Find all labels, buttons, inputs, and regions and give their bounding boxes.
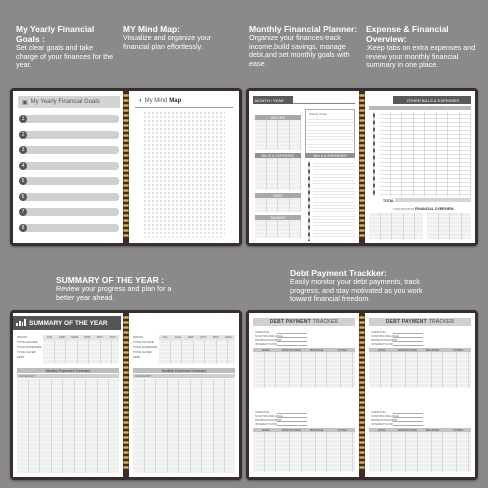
category-label-right: CATEGORY [135, 374, 152, 378]
debt-field-line[interactable] [277, 421, 307, 422]
month-header: FEB [59, 335, 65, 339]
dot-grid [143, 111, 225, 237]
month-header: MAY [96, 335, 104, 339]
saving-goals-label: Saving Goals [309, 112, 327, 116]
debt-field-label: CREDITOR [255, 330, 270, 334]
brain-icon: ◐ [139, 98, 143, 104]
debt-field-label: MINIMUM PAYMENT [371, 418, 398, 422]
debt-field-label: STARTING BALANCE [255, 334, 283, 338]
savings-small-label: SAVINGS [270, 215, 286, 220]
month-header: JUL [162, 335, 168, 339]
expense-bullets [373, 112, 375, 196]
savings-table [255, 220, 301, 238]
month-header: MAR [71, 335, 79, 339]
debt-field-line[interactable] [393, 421, 423, 422]
debt-field-line[interactable] [393, 337, 423, 338]
debt-column-label: AMOUNT PAID [397, 348, 417, 352]
summary-left-page [13, 313, 123, 477]
month-year-header [253, 96, 293, 104]
caption-mindmap-body: Visualize and organize your financial plan effortlessly. [123, 33, 212, 51]
summary-row-label: MONTH [133, 335, 144, 339]
debt-field-line[interactable] [393, 417, 423, 418]
debt-column-label: DATE [378, 428, 386, 432]
debt-column-label: NOTES [453, 428, 464, 432]
goal-number: 1 [19, 115, 27, 123]
debt-field-label: INTEREST RATE [371, 342, 393, 346]
caption-debt-body: Easily monitor your debt payments, track progress, and stay motivated as you work toward financial freedom. [290, 277, 423, 304]
debt-column-label: DATE [262, 428, 270, 432]
goal-number: 3 [19, 146, 27, 154]
category-label-left: CATEGORY [19, 374, 36, 378]
goal-input-row[interactable] [21, 177, 119, 185]
debt-field-line[interactable] [393, 345, 423, 346]
debt-column-label: BALANCE [426, 348, 440, 352]
overview-table-right [427, 213, 471, 239]
debt-column-label: AMOUNT PAID [281, 348, 301, 352]
caption-summary-body: Review your progress and plan for a better year ahead. [56, 284, 172, 302]
debt-field-line[interactable] [277, 417, 307, 418]
bills-expenses-bar-right [305, 153, 355, 158]
debt-field-label: STARTING BALANCE [255, 414, 283, 418]
goals-title-bar [18, 96, 120, 108]
debt-field-label: STARTING BALANCE [371, 414, 399, 418]
expenses-summary-bar-right [133, 368, 235, 373]
debt-right-page [365, 313, 475, 477]
caption-expense [366, 24, 478, 70]
category-table-left [17, 379, 119, 473]
goal-input-row[interactable] [21, 115, 119, 123]
mindmap-title [139, 98, 181, 104]
month-header: SEP [187, 335, 194, 339]
debt-label: DEBT [273, 193, 283, 198]
debt-field-label: MINIMUM PAYMENT [371, 338, 398, 342]
debt-title-a: DEBT PAYMENT [269, 319, 311, 325]
debt-field-line[interactable] [277, 337, 307, 338]
debt-column-label: BALANCE [426, 428, 440, 432]
goal-number: 8 [19, 224, 27, 232]
debt-payment-table [369, 352, 471, 388]
debt-field-label: MINIMUM PAYMENT [255, 418, 282, 422]
month-header: AUG [174, 335, 182, 339]
month-year-line [293, 103, 355, 104]
debt-column-label: AMOUNT PAID [281, 428, 301, 432]
debt-field-label: INTEREST RATE [255, 342, 277, 346]
income-label: INCOME [271, 115, 285, 120]
category-table-right [133, 379, 235, 473]
caption-monthly [249, 24, 359, 68]
debt-field-label: MINIMUM PAYMENT [255, 338, 282, 342]
summary-row-label: TOTAL EXPENSES [17, 345, 42, 349]
goal-input-row[interactable] [21, 224, 119, 232]
debt-field-line[interactable] [277, 425, 307, 426]
expense-page [365, 91, 475, 243]
debt-column-label: BALANCE [310, 348, 324, 352]
caption-monthly-title: Monthly Financial Planner: [249, 24, 358, 34]
mindmap-page [129, 91, 239, 243]
summary-row-label: TOTAL INCOME [133, 340, 154, 344]
debt-column-label: DATE [262, 348, 270, 352]
summary-title: SUMMARY OF THE YEAR [29, 319, 108, 327]
goals-page [13, 91, 123, 243]
debt-field-label: INTEREST RATE [255, 422, 277, 426]
goal-input-row[interactable] [21, 193, 119, 201]
savings-lines [307, 117, 353, 155]
caption-monthly-body: Organize your finances-track income,build savings, manage debt,and set monthly goals with ease. [249, 33, 350, 68]
summary-row-label: TOTAL SAVED [133, 350, 152, 354]
checkbox-column[interactable] [308, 161, 310, 241]
goal-input-row[interactable] [21, 162, 119, 170]
overview-label-a: THIS MONTH'S [393, 207, 415, 211]
debt-tracker-header [253, 318, 355, 326]
debt-field-label: CREDITOR [371, 330, 386, 334]
debt-column-label: NOTES [453, 348, 464, 352]
summary-right-page [129, 313, 239, 477]
total-label: TOTAL [383, 199, 395, 203]
debt-column-label: NOTES [337, 428, 348, 432]
debt-field-line[interactable] [393, 425, 423, 426]
debt-payment-table [369, 432, 471, 472]
debt-field-line[interactable] [277, 341, 307, 342]
month-header: JAN [46, 335, 53, 339]
goals-title: My Yearly Financial Goals [30, 99, 100, 105]
goal-number: 7 [19, 208, 27, 216]
debt-column-label: NOTES [337, 348, 348, 352]
goal-number: 4 [19, 162, 27, 170]
caption-summary-title: SUMMARY OF THE YEAR : [56, 275, 164, 285]
debt-title-b: TRACKER [312, 319, 339, 325]
debt-field-label: CREDITOR [371, 410, 386, 414]
goal-number: 5 [19, 177, 27, 185]
bills-table [255, 158, 301, 190]
notebook-monthly-expense [246, 88, 478, 246]
month-header: OCT [200, 335, 207, 339]
summary-row-label: MONTH [17, 335, 28, 339]
debt-column-label: DATE [378, 348, 386, 352]
bills-right-lines [313, 161, 355, 239]
summary-row-label: TOTAL EXPENSES [133, 345, 158, 349]
other-bills-label: OTHER BILLS & EXPENSES [406, 97, 460, 103]
month-header: NOV [212, 335, 220, 339]
bills-expenses-right-label: BILLS & EXPENSES [313, 153, 347, 158]
month-header: APR [84, 335, 91, 339]
bills-label: BILLS & EXPENSES [261, 153, 295, 158]
summary-rows-left [17, 335, 43, 360]
summary-row-label: DEBT [17, 355, 25, 359]
caption-mindmap [123, 24, 233, 51]
other-bills-header [393, 96, 471, 104]
total-bar [395, 198, 471, 202]
goal-number: 2 [19, 131, 27, 139]
mindmap-title-b: Map [169, 98, 182, 104]
summary-title-bar [13, 316, 121, 330]
debt-title-b: TRACKER [428, 319, 455, 325]
debt-payment-table [253, 432, 355, 472]
debt-field-label: STARTING BALANCE [371, 334, 399, 338]
summary-row-label: TOTAL INCOME [17, 340, 38, 344]
goal-input-row[interactable] [21, 208, 119, 216]
overview-label-b: FINANCIAL OVERVIEW [415, 207, 454, 211]
caption-summary [56, 275, 186, 302]
month-year-label: MONTH / YEAR [255, 97, 284, 103]
mindmap-title-underline [135, 107, 233, 108]
overview-table-left [369, 213, 423, 239]
income-table [255, 120, 301, 150]
debt-field-line[interactable] [277, 345, 307, 346]
notebook-summary [10, 310, 242, 480]
summary-rows-right [133, 335, 159, 360]
month-header: DEC [225, 335, 232, 339]
notebook-goals-mindmap [10, 88, 242, 246]
debt-field-label: CREDITOR [255, 410, 270, 414]
debt-table [255, 198, 301, 212]
expense-col-header [369, 106, 471, 110]
goal-input-row[interactable] [21, 131, 119, 139]
debt-column-label: BALANCE [310, 428, 324, 432]
debt-payment-table [253, 352, 355, 388]
caption-goals-title: My Yearly Financial Goals : [16, 24, 95, 44]
summary-table-left [43, 340, 119, 364]
caption-debt-title: Debt Payment Trackker: [290, 268, 387, 278]
caption-goals [16, 24, 116, 70]
debt-column-label: AMOUNT PAID [397, 428, 417, 432]
chart-icon [16, 318, 26, 326]
debt-left-page [249, 313, 359, 477]
summary-row-label: DEBT [133, 355, 141, 359]
caption-expense-body: :Keep tabs on extra expenses and review your monthly financial summary in one place. [366, 43, 476, 70]
debt-tracker-header [369, 318, 471, 326]
expenses-summary-bar-left [17, 368, 119, 373]
expense-table [379, 111, 471, 197]
summary-table-right [159, 340, 235, 364]
caption-goals-body: Set clear goals and take charge of your finances for the year. [16, 43, 114, 70]
debt-title-a: DEBT PAYMENT [385, 319, 427, 325]
caption-expense-title: Expense & Financial Overview: [366, 24, 449, 44]
notebook-debt [246, 310, 478, 480]
caption-mindmap-title: MY Mind Map: [123, 24, 180, 34]
month-header: JUN [109, 335, 116, 339]
monthly-page [249, 91, 359, 243]
goal-input-row[interactable] [21, 146, 119, 154]
debt-field-label: INTEREST RATE [371, 422, 393, 426]
caption-debt [290, 268, 440, 304]
debt-field-line[interactable] [393, 341, 423, 342]
summary-row-label: TOTAL SAVED [17, 350, 36, 354]
wallet-icon: ▣ [22, 99, 28, 106]
expenses-summary-right: Monthly Expenses Summary [161, 368, 207, 373]
mindmap-title-a: My Mind [144, 98, 168, 104]
expenses-summary-left: Monthly Expenses Summary [45, 368, 91, 373]
goal-number: 6 [19, 193, 27, 201]
